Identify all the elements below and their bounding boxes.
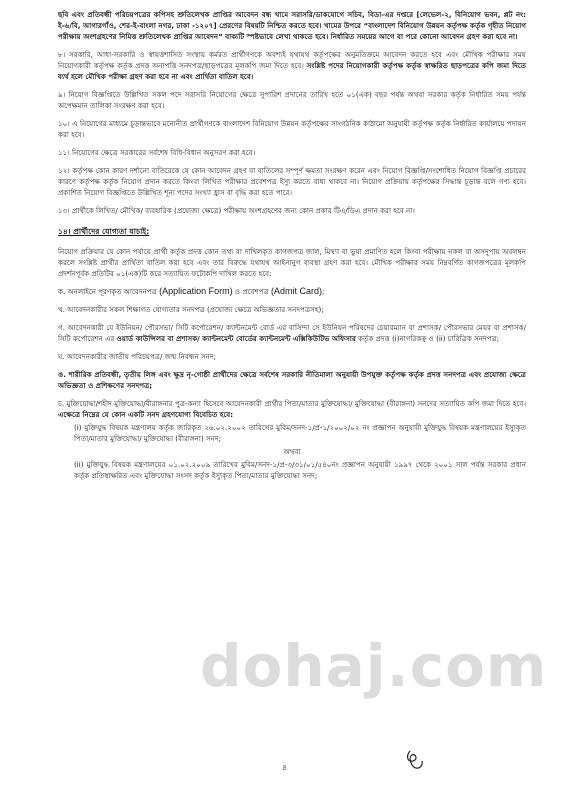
list-item-ka (58, 286, 526, 297)
paragraph-text: ছবি এবং প্রতিবন্ধী পরিচয়পত্রের কপিসহ শ্রুতিলেখক প্রাপ্তির আবেদন বন্ধ খামে সরাসরি/ডাকযোগে সচিব, বিডা-এর দপ্তরে [লেভেল-২, বিনিয়োগ ভবন, প্লট নং: ই-৬/বি, আগারগাঁও, শের-ই-বাংলা নগর, ঢাকা -১২০৭] প্রেরণের বিষয়টি নিশ্চিত করতে হবে। খামের উপরে “বাংলাদেশ বিনিয়োগ উন্নয়ন কর্তৃপক্ষ কর্তৃক গৃহীত নিয়োগ পরীক্ষায় অংশগ্রহণের নিমিত্ত শ্রুতিলেখক প্রাপ্তির আবেদন” বাক্যটি স্পষ্টভাবে লেখা থাকতে হবে। নির্ধারিত সময়ের আগে বা পরে কোনো আবেদন গ্রহণ করা হবে না। (58, 10, 526, 41)
paragraph-10: ১০। এ নিয়োগের মাধ্যমে চূড়ান্তভাবে মনোনীত প্রার্থীগণকে বাংলাদেশ বিনিয়োগ উন্নয়ন কর্তৃপক্ষের সাংগঠনিক কাঠামো অনুযায়ী কর্তৃপক্ষ কর্তৃক নির্ধারিত কার্যালয়ে পদায়ন করা হবে। (58, 119, 526, 139)
list-item-kha: খ. আবেদনকারীর সকল শিক্ষাগত যোগ্যতার সনদপত্র (প্রযোজ্য ক্ষেত্রে অভিজ্ঞতার সনদপত্রসহ); (58, 305, 324, 314)
item-text-latin: (Application Form) (159, 286, 233, 296)
paragraph-13: ১৩। প্রার্থীকে লিখিত/ মৌখিক/ ব্যবহারিক (প্রযোজ্য ক্ষেত্রে) পরীক্ষায় অংশগ্রহণের জন্য কোন প্রকার টিএ/ডিএ প্রদান করা হবে না। (58, 206, 415, 215)
signature-mark (404, 748, 426, 772)
item-text: ও প্রবেশপত্র (232, 287, 271, 296)
paragraph-9: ৯। নিয়োগ বিজ্ঞপ্তিতে উল্লিখিত সকল পদে সরাসরি নিয়োগের ক্ষেত্রে সুপারিশ প্রদানের তারিখ হতে ০১(এক) বছর পর্যন্ত অথবা সরকার কর্তৃক নির্ধারিত সময় পর্যন্ত অপেক্ষমান তালিকা সংরক্ষণ করা হবে। (58, 90, 526, 110)
paragraph-8 (58, 49, 526, 82)
or-label: অথবা (283, 447, 301, 456)
paragraph-7-continued (58, 9, 526, 42)
section-14 (58, 223, 526, 481)
paragraph-text-bold: সংশ্লিষ্ট পদের নিয়োগকারী কর্তৃপক্ষ কর্তৃক স্বাক্ষরিত ছাড়পত্রের কপি জমা দিতে ব্যর্থ হলে মৌখিক পরীক্ষা গ্রহণ করা হবে না এবং প্রার্থিতা বাতিল হবে। (58, 61, 527, 81)
item-text-bold: ওয়ার্ড কাউন্সিলর বা প্রশাসক/ ক্যান্টনমেন্ট বোর্ডের ক্যান্টনমেন্ট এক্সিকিউটিভ অফিসার (116, 334, 356, 343)
list-item-uo: ঙ. শারীরিক প্রতিবন্ধী, তৃতীয় লিঙ্গ এবং ক্ষুদ্র নৃ-গোষ্ঠী প্রার্থীদের ক্ষেত্রে সর্বশেষ সরকারি নীতিমালা অনুযায়ী উপযুক্ত কর্তৃপক্ষ কর্তৃক প্রদত্ত সনদপত্র এবং প্রযোজ্য ক্ষেত্রে অভিজ্ঞতা ও প্রশিক্ষণের সনদপত্র; (58, 370, 526, 390)
item-text: ; (321, 287, 325, 296)
item-text: ক. অনলাইনে পূরণকৃত আবেদনপত্র (58, 287, 160, 296)
paragraph-11: ১১। নিয়োগের ক্ষেত্রে সরকারের সর্বশেষ বিধি-বিধান অনুসরণ করা হবে। (58, 148, 256, 157)
list-item-ga (58, 322, 526, 344)
item-text: গ. আবেদনকারী যে ইউনিয়ন/ পৌরসভা/ সিটি কর্পোরেশন/ ক্যান্টনমেন্ট বোর্ড এর বাসিন্দা সে ইউনিয়ন পরিষদের চেয়ারম্যান বা প্রশাসক/ পৌরসভার মেয়র বা প্রশাসক/ সিটি কর্পোরেশন এর (58, 323, 526, 343)
sub-item-ii: (ii) মুক্তিযুদ্ধ বিষয়ক মন্ত্রণালয়ের ০১.০২.২০০৯ তারিখের মুবিম/সনদ-১/প্র-৩/৩১/০১/৫৪০নং প্রজ্ঞাপন অনুযায়ী ১৯৯৭ থেকে ২০০১ সাল পর্যন্ত সরকার প্রধান কর্তৃক প্রতিস্বাক্ষরিত এবং মুক্তিযোদ্ধা সংসদ কর্তৃক ইস্যুকৃত পিতা/মাতার মুক্তিযোদ্ধা সনদ; (74, 460, 526, 480)
item-text: চ. মুক্তিযোদ্ধা/শহীদ মুক্তিযোদ্ধা/বীরাঙ্গনার পুত্র-কন্যা হিসেবে আবেদনকারী প্রার্থীর পিতা/মাতার মুক্তিযোদ্ধা/ মুক্তিযোদ্ধা (বীরাঙ্গনা) সনদের সত্যায়িত কপি জমা দিতে হবে। (58, 399, 526, 408)
item-text-latin: (Admit Card) (270, 286, 322, 296)
paragraph-12: ১২। কর্তৃপক্ষ কোন কারণ দর্শানো ব্যতিরেকে যে কোন আবেদন গ্রহণ বা বাতিলের সম্পূর্ণ ক্ষমতা সংরক্ষণ করেন এবং নিয়োগ বিজ্ঞপ্তি/সংশোধিত নিয়োগ বিজ্ঞপ্তি প্রচারের কারণে কর্তৃপক্ষ কর্তৃক নিয়োগ প্রদান করতে কিংবা লিখিত পরীক্ষার প্রবেশপত্র ইস্যু করতে বাধ্য থাকবে না। নিয়োগ প্রক্রিয়ায় কর্তৃপক্ষের সিদ্ধান্ত চূড়ান্ত বলে গণ্য হবে। প্রকাশিত নিয়োগ বিজ্ঞপ্তিতে উল্লিখিত শূন্য পদের সংখ্যা হ্রাস বা বৃদ্ধি করা হতে পারে। (58, 166, 526, 197)
paragraph-text: ৮। সরকারি, আধা-সরকারি ও স্বায়ত্তশাসিত সংস্থায় কর্মরত প্রার্থীগণকে অবশ্যই যথাযথ কর্তৃপক্ষের অনুমতিক্রমে আবেদন করতে হবে এবং মৌখিক পরীক্ষার সময় নিয়োগকারী কর্তৃপক্ষ কর্তৃক প্রদত্ত অনাপত্তি সনদপত্র/ছাড়পত্রের মূলকপি জমা দিতে হবে। (58, 50, 526, 70)
document-body (58, 9, 526, 483)
sub-item-i: (i) মুক্তিযুদ্ধ বিষয়ক মন্ত্রণালয় কর্তৃক জারিকৃত ২৬.০২.২০০২ তারিখের মুবিম/সনদ-১/প্র-১/২০০২/০২ নং প্রজ্ঞাপন অনুযায়ী মুক্তিযুদ্ধ বিষয়ক মন্ত্রণালয়ের ইস্যুকৃত পিতা/মাতার মুক্তিযোদ্ধা/ মুক্তিযোদ্ধা (বীরাঙ্গনা) সনদ; (74, 423, 526, 443)
section-heading: ১৪। প্রার্থীদের যোগ্যতা যাচাই: (58, 227, 150, 236)
section-intro: নিয়োগ প্রক্রিয়ার যে কোন পর্যায়ে প্রার্থী কর্তৃক প্রদত্ত কোন তথ্য বা দাখিলকৃত কাগজপত্র জাল, মিথ্যা বা ভুয়া প্রমাণিত হলে কিংবা পরীক্ষায় নকল বা অসদুপায় অবলম্বন করলে সংশ্লিষ্ট প্রার্থীর প্রার্থিতা বাতিল করা হবে এবং তার বিরুদ্ধে যথাযথ আইনানুগ ব্যবস্থা গ্রহণ করা হবে। মৌখিক পরীক্ষার সময় নিম্নবর্ণিত কাগজপত্রের মূলকপি প্রদর্শনপূর্বক প্রতিটির ০১(এক)টি করে সত্যায়িত ফটোকপি দাখিল করতে হবে: (58, 247, 526, 278)
item-text-bold: এক্ষেত্রে নিম্নের যে কোন একটি সনদ গ্রহণযোগ্য বিবেচিত হবে: (58, 410, 234, 419)
list-item-gha: ঘ. আবেদনকারীর জাতীয় পরিচয়পত্র/ জন্ম নিবন্ধন সনদ; (58, 352, 216, 361)
watermark-text: dohaj.com (200, 632, 548, 700)
list-item-cha (58, 398, 526, 420)
item-text: কর্তৃক প্রদত্ত (i)নাগরিকত্ব ও (ii) চারিত্রিক সনদপত্র; (355, 334, 500, 343)
page-number: ৪ (282, 763, 288, 772)
